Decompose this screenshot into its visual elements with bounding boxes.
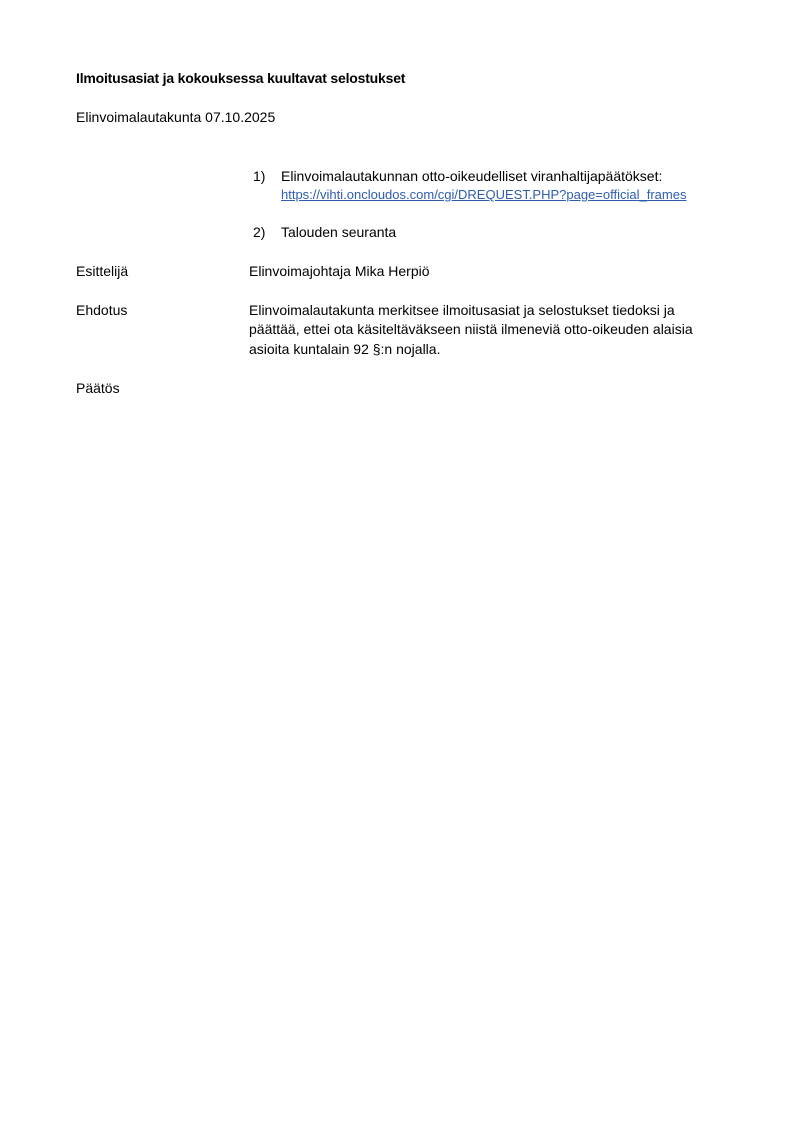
- document-title: Ilmoitusasiat ja kokouksessa kuultavat selostukset: [76, 70, 406, 86]
- list-item-number: 2): [253, 224, 266, 240]
- list-item-text: Talouden seuranta: [281, 224, 397, 240]
- proposal-label: Ehdotus: [76, 302, 128, 318]
- proposal-text-line: päättää, ettei ota käsiteltäväkseen niistä ilmeneviä otto-oikeuden alaisia: [249, 321, 693, 337]
- list-item-number: 1): [253, 168, 266, 184]
- official-decisions-link[interactable]: https://vihti.oncloudos.com/cgi/DREQUEST.PHP?page=official_frames: [281, 187, 687, 202]
- meeting-info: Elinvoimalautakunta 07.10.2025: [76, 109, 276, 125]
- proposal-text-line: asioita kuntalain 92 §:n nojalla.: [249, 341, 441, 357]
- list-item-text: Elinvoimalautakunnan otto-oikeudelliset viranhaltijapäätökset:: [281, 168, 663, 184]
- presenter-label: Esittelijä: [76, 263, 129, 279]
- presenter-value: Elinvoimajohtaja Mika Herpiö: [249, 263, 430, 279]
- decision-label: Päätös: [76, 380, 120, 396]
- proposal-text-line: Elinvoimalautakunta merkitsee ilmoitusasiat ja selostukset tiedoksi ja: [249, 302, 675, 318]
